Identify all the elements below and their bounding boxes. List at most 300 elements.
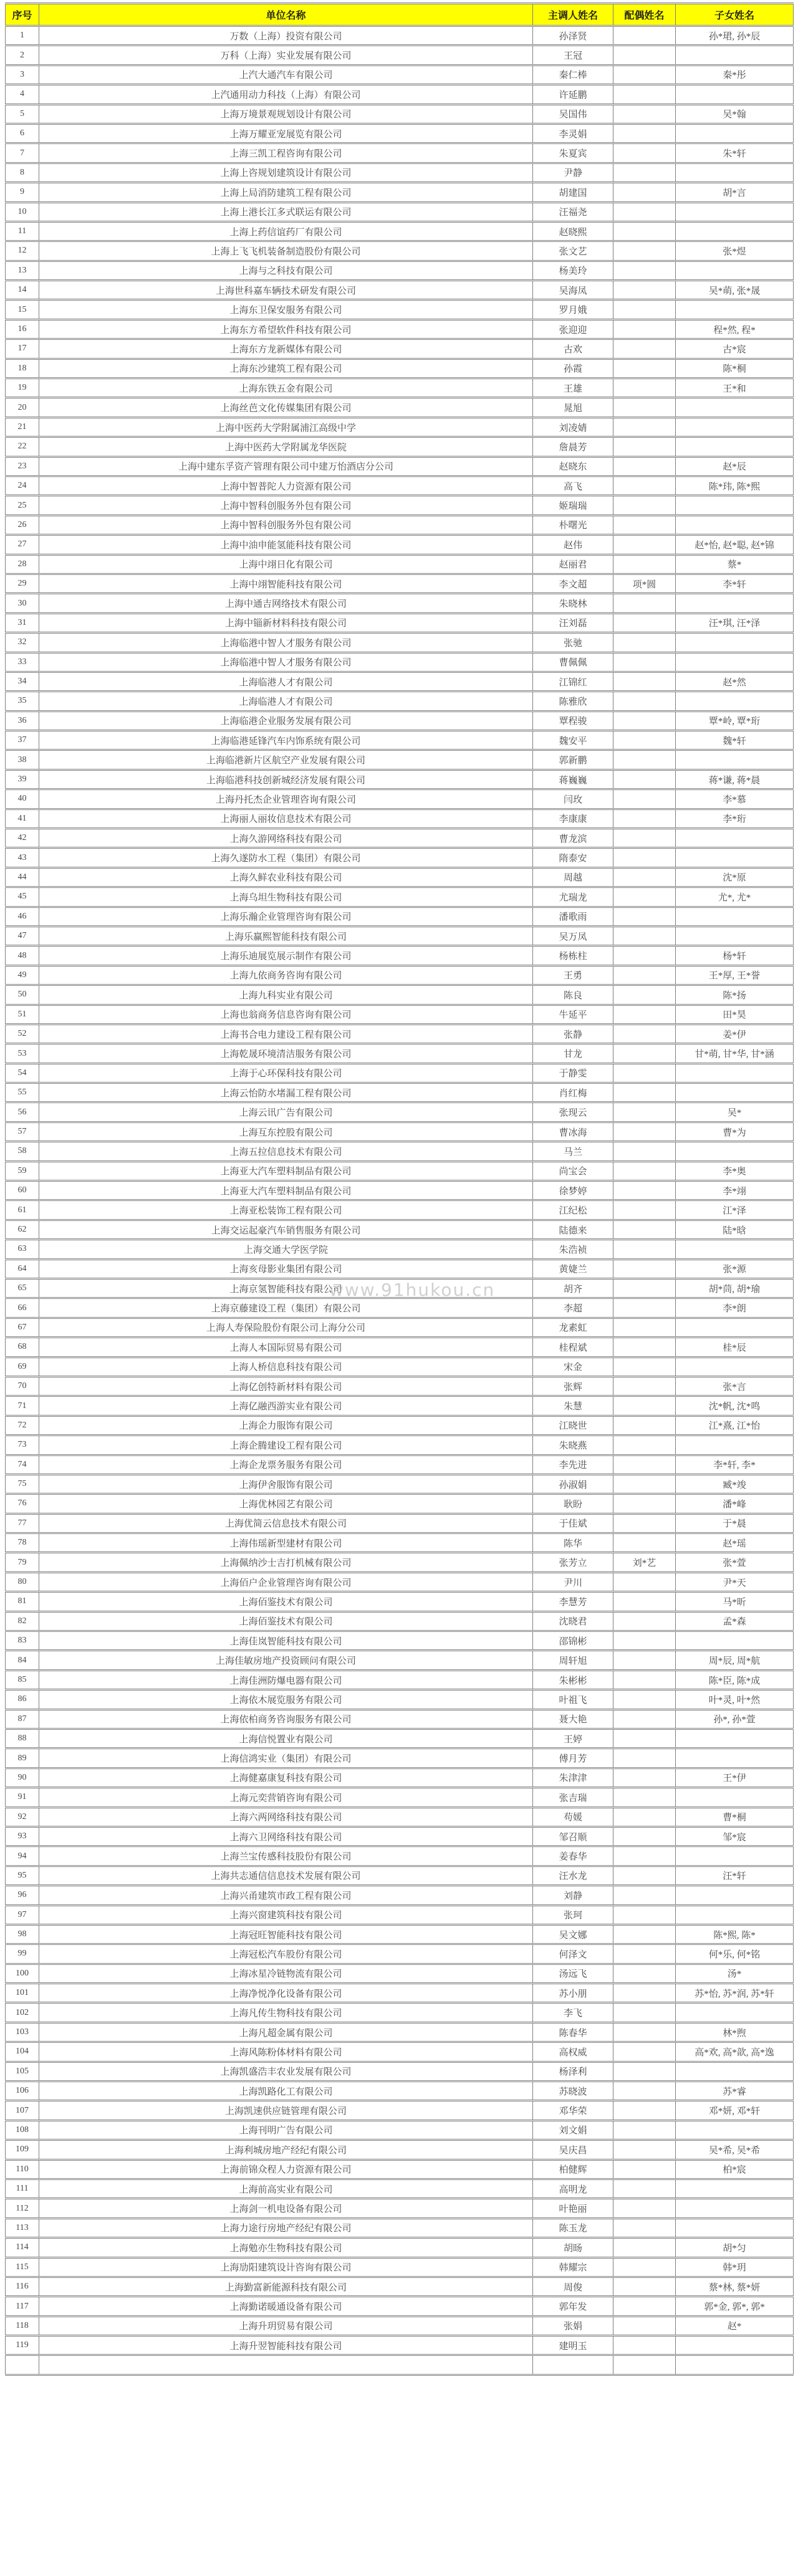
main-person-name: 何泽文: [533, 1944, 613, 1964]
children-names: 陈*玮, 陈*熙: [676, 476, 794, 495]
main-person-name: 杨美玲: [533, 261, 613, 280]
company-name: 上海上港长江多式联运有限公司: [39, 202, 533, 221]
children-names: [676, 1749, 794, 1768]
table-row: [6, 261, 794, 280]
company-name: 上海佳岚智能科技有限公司: [39, 1631, 533, 1651]
children-names: 吴*: [676, 1102, 794, 1122]
row-index: 9: [6, 183, 39, 202]
table-row: [6, 985, 794, 1005]
table-row: [6, 2257, 794, 2277]
main-person-name: 邵锦彬: [533, 1631, 613, 1651]
row-index: 4: [6, 85, 39, 104]
table-row: [6, 1592, 794, 1611]
spouse-name: [613, 1690, 676, 1709]
spouse-name: [613, 2101, 676, 2120]
row-index: 6: [6, 123, 39, 143]
spouse-name: [613, 2022, 676, 2042]
children-names: [676, 1631, 794, 1651]
main-person-name: 叶祖飞: [533, 1690, 613, 1709]
table-row: [6, 2159, 794, 2179]
company-name: 上海利城房地产经纪有限公司: [39, 2140, 533, 2159]
row-index: 73: [6, 1435, 39, 1455]
header-company-name: 单位名称: [39, 4, 533, 26]
table-row: [6, 1866, 794, 1885]
main-person-name: 赵晓东: [533, 456, 613, 476]
company-name: 上海临港人才有限公司: [39, 692, 533, 711]
table-row: [6, 633, 794, 652]
row-index: 50: [6, 985, 39, 1005]
main-person-name: 邹召顺: [533, 1826, 613, 1846]
main-person-name: 张现云: [533, 1102, 613, 1122]
spouse-name: [613, 221, 676, 241]
company-name: 上海凯路化工有限公司: [39, 2082, 533, 2101]
children-names: 赵*瑶: [676, 1533, 794, 1553]
main-person-name: 晁旭: [533, 398, 613, 417]
table-row: [6, 1964, 794, 1983]
row-index: 97: [6, 1905, 39, 1924]
children-names: 吴*希, 吴*希: [676, 2140, 794, 2159]
children-names: 桂*辰: [676, 1338, 794, 1357]
table-row: [6, 1102, 794, 1122]
children-names: 吴*萌, 张*晟: [676, 281, 794, 300]
table-row: [6, 104, 794, 123]
main-person-name: 张辉: [533, 1376, 613, 1396]
spouse-name: [613, 1788, 676, 1807]
children-names: 胡*茼, 胡*瑜: [676, 1279, 794, 1298]
company-name: 万数（上海）投资有限公司: [39, 26, 533, 46]
main-person-name: 于静雯: [533, 1063, 613, 1083]
children-names: 胡*匀: [676, 2238, 794, 2257]
spouse-name: [613, 1298, 676, 1318]
row-index: 46: [6, 907, 39, 926]
main-person-name: 孙霞: [533, 359, 613, 378]
table-row: [6, 26, 794, 46]
spouse-name: [613, 848, 676, 867]
table-row: [6, 496, 794, 515]
table-row: [6, 241, 794, 261]
children-names: 赵*辰: [676, 456, 794, 476]
row-index: 108: [6, 2120, 39, 2139]
row-index: 17: [6, 339, 39, 359]
spouse-name: [613, 1142, 676, 1161]
children-names: 于*晨: [676, 1513, 794, 1533]
main-person-name: 陈雅欣: [533, 692, 613, 711]
children-names: 苏*怡, 苏*润, 苏*轩: [676, 1984, 794, 2003]
company-name: 上海临港中智人才服务有限公司: [39, 633, 533, 652]
row-index: 106: [6, 2082, 39, 2101]
spouse-name: [613, 85, 676, 104]
company-name: 上海上药信谊药厂有限公司: [39, 221, 533, 241]
main-person-name: 杨栋柱: [533, 946, 613, 965]
main-person-name: 秦仁棒: [533, 65, 613, 84]
spouse-name: 项*圆: [613, 574, 676, 593]
table-row: [6, 1474, 794, 1493]
company-name: 上海中智科创服务外包有限公司: [39, 515, 533, 534]
children-names: 臧*竣: [676, 1474, 794, 1493]
row-index: 92: [6, 1807, 39, 1826]
row-index: 105: [6, 2062, 39, 2081]
company-name: [39, 2355, 533, 2375]
children-names: 邓*妍, 邓*轩: [676, 2101, 794, 2120]
company-name: 上海佩纳沙士吉打机械有限公司: [39, 1553, 533, 1572]
row-index: 89: [6, 1749, 39, 1768]
spouse-name: [613, 750, 676, 769]
company-name: 上海冠松汽车股份有限公司: [39, 1944, 533, 1964]
table-row: [6, 1142, 794, 1161]
table-row: [6, 1200, 794, 1220]
children-names: 姜*伊: [676, 1024, 794, 1043]
spouse-name: [613, 281, 676, 300]
main-person-name: 柏健辉: [533, 2159, 613, 2179]
spouse-name: [613, 1083, 676, 1102]
row-index: 66: [6, 1298, 39, 1318]
main-person-name: 胡旸: [533, 2238, 613, 2257]
company-name: 上海剑一机电设备有限公司: [39, 2199, 533, 2218]
row-index: 110: [6, 2159, 39, 2179]
main-person-name: 朴曙光: [533, 515, 613, 534]
row-index: 114: [6, 2238, 39, 2257]
row-index: 3: [6, 65, 39, 84]
row-index: 86: [6, 1690, 39, 1709]
table-row: [6, 1240, 794, 1259]
company-name: 上海元奕营销咨询有限公司: [39, 1788, 533, 1807]
spouse-name: [613, 613, 676, 632]
row-index: 24: [6, 476, 39, 495]
children-names: 尹*天: [676, 1572, 794, 1591]
spouse-name: [613, 65, 676, 84]
spouse-name: [613, 1161, 676, 1180]
company-name: 上海企力服饰有限公司: [39, 1416, 533, 1435]
row-index: 59: [6, 1161, 39, 1180]
main-person-name: 尹川: [533, 1572, 613, 1591]
company-name: 上海云讯广告有限公司: [39, 1102, 533, 1122]
spouse-name: [613, 672, 676, 691]
children-names: 张*萱: [676, 1553, 794, 1572]
table-row: [6, 1416, 794, 1435]
company-name: 上海上咨规划建筑设计有限公司: [39, 163, 533, 182]
row-index: 71: [6, 1396, 39, 1416]
main-person-name: 周越: [533, 867, 613, 887]
table-row: [6, 85, 794, 104]
children-names: [676, 848, 794, 867]
table-row: [6, 1298, 794, 1318]
company-name: 上海上飞飞机装备制造股份有限公司: [39, 241, 533, 261]
row-index: 117: [6, 2297, 39, 2316]
row-index: 78: [6, 1533, 39, 1553]
table-row: [6, 1768, 794, 1787]
spouse-name: [613, 985, 676, 1005]
main-person-name: 吴文娜: [533, 1924, 613, 1944]
spouse-name: [613, 1259, 676, 1278]
company-name: 上海临港科技创新城经济发展有限公司: [39, 769, 533, 789]
company-name: 上海前锦众程人力资源有限公司: [39, 2159, 533, 2179]
table-row: [6, 907, 794, 926]
children-names: 王*伊: [676, 1768, 794, 1787]
children-names: [676, 46, 794, 65]
row-index: 87: [6, 1709, 39, 1729]
main-person-name: 李灵娟: [533, 123, 613, 143]
main-person-name: 叶艳丽: [533, 2199, 613, 2218]
children-names: 汪*轩: [676, 1866, 794, 1885]
spouse-name: [613, 1005, 676, 1024]
row-index: 7: [6, 143, 39, 163]
row-index: 19: [6, 379, 39, 398]
company-name: 上海于心环保科技有限公司: [39, 1063, 533, 1083]
main-person-name: 牛延平: [533, 1005, 613, 1024]
row-index: 63: [6, 1240, 39, 1259]
row-index: 32: [6, 633, 39, 652]
main-person-name: 赵丽君: [533, 554, 613, 574]
row-index: 60: [6, 1181, 39, 1200]
table-row: [6, 437, 794, 456]
spouse-name: [613, 183, 676, 202]
row-index: 58: [6, 1142, 39, 1161]
children-names: [676, 221, 794, 241]
table-row: [6, 750, 794, 769]
spouse-name: [613, 1572, 676, 1591]
row-index: 2: [6, 46, 39, 65]
table-row: [6, 1494, 794, 1513]
table-row: [6, 417, 794, 437]
row-index: 82: [6, 1611, 39, 1631]
company-name: 上海企腾建设工程有限公司: [39, 1435, 533, 1455]
table-row: [6, 143, 794, 163]
table-row: [6, 1338, 794, 1357]
children-names: 田*昊: [676, 1005, 794, 1024]
main-person-name: 江纪松: [533, 1200, 613, 1220]
spouse-name: [613, 965, 676, 985]
row-index: 116: [6, 2277, 39, 2296]
roster-table-sheet: [5, 2, 793, 2376]
header-row: [6, 4, 794, 26]
row-index: 21: [6, 417, 39, 437]
table-row: [6, 359, 794, 378]
children-names: [676, 1063, 794, 1083]
main-person-name: 刘静: [533, 1886, 613, 1905]
table-row: [6, 65, 794, 84]
row-index: 83: [6, 1631, 39, 1651]
main-person-name: 王冠: [533, 46, 613, 65]
row-index: 65: [6, 1279, 39, 1298]
company-name: 上海云怡防水堵漏工程有限公司: [39, 1083, 533, 1102]
main-person-name: 张芳立: [533, 1553, 613, 1572]
company-name: 上海九依商务咨询有限公司: [39, 965, 533, 985]
children-names: 陈*熙, 陈*: [676, 1924, 794, 1944]
company-name: 上海久游网络科技有限公司: [39, 829, 533, 848]
table-row: [6, 319, 794, 339]
table-body: [6, 26, 794, 2375]
table-row: [6, 1886, 794, 1905]
table-row: [6, 554, 794, 574]
table-row: [6, 515, 794, 534]
company-name: 上海乐瀚企业管理咨询有限公司: [39, 907, 533, 926]
company-name: 上海兰宝传感科技股份有限公司: [39, 1846, 533, 1866]
row-index: 42: [6, 829, 39, 848]
table-row: [6, 2218, 794, 2237]
children-names: 李*珩: [676, 809, 794, 828]
table-row: [6, 1455, 794, 1474]
company-name: 上海凡超金属有限公司: [39, 2022, 533, 2042]
children-names: [676, 300, 794, 319]
company-name: 上海五拉信息技术有限公司: [39, 1142, 533, 1161]
spouse-name: [613, 1905, 676, 1924]
table-row: [6, 887, 794, 907]
main-person-name: 闫玫: [533, 789, 613, 809]
children-names: 陈*扬: [676, 985, 794, 1005]
spouse-name: [613, 1455, 676, 1474]
header-serial-number: 序号: [6, 4, 39, 26]
main-person-name: 李文超: [533, 574, 613, 593]
children-names: 李*慕: [676, 789, 794, 809]
table-row: [6, 1122, 794, 1141]
spouse-name: [613, 2355, 676, 2375]
children-names: 潘*峰: [676, 1494, 794, 1513]
row-index: 39: [6, 769, 39, 789]
main-person-name: 桂程斌: [533, 1338, 613, 1357]
company-name: 上海凯速供应链管理有限公司: [39, 2101, 533, 2120]
children-names: 赵*怡, 赵*聪, 赵*锦: [676, 535, 794, 554]
company-name: 上海互东控股有限公司: [39, 1122, 533, 1141]
row-index: 23: [6, 456, 39, 476]
spouse-name: [613, 2120, 676, 2139]
table-row: [6, 1670, 794, 1689]
spouse-name: [613, 26, 676, 46]
row-index: 84: [6, 1651, 39, 1670]
children-names: [676, 1905, 794, 1924]
main-person-name: 蒋巍巍: [533, 769, 613, 789]
company-name: 上海信鸿实业（集团）有限公司: [39, 1749, 533, 1768]
spouse-name: [613, 1122, 676, 1141]
company-name: 上海兴甬建筑市政工程有限公司: [39, 1886, 533, 1905]
company-name: 上海中智普陀人力资源有限公司: [39, 476, 533, 495]
spouse-name: [613, 2257, 676, 2277]
main-person-name: 汪水龙: [533, 1866, 613, 1885]
children-names: 李*轩, 李*: [676, 1455, 794, 1474]
main-person-name: 汪福尧: [533, 202, 613, 221]
company-name: 上海临港人才有限公司: [39, 672, 533, 691]
spouse-name: [613, 1494, 676, 1513]
company-name: 上海凯盛浩丰农业发展有限公司: [39, 2062, 533, 2081]
spouse-name: [613, 123, 676, 143]
company-name: 上海勉亦生物科技有限公司: [39, 2238, 533, 2257]
main-person-name: 江晓世: [533, 1416, 613, 1435]
spouse-name: [613, 1102, 676, 1122]
children-names: 邹*宸: [676, 1826, 794, 1846]
main-person-name: 吴庆昌: [533, 2140, 613, 2159]
spouse-name: [613, 1768, 676, 1787]
row-index: 34: [6, 672, 39, 691]
company-name: 上海东沙建筑工程有限公司: [39, 359, 533, 378]
children-names: 马*昕: [676, 1592, 794, 1611]
spouse-name: [613, 633, 676, 652]
children-names: 李*奥: [676, 1161, 794, 1180]
children-names: 高*欢, 高*歆, 高*逸: [676, 2042, 794, 2062]
main-person-name: 苏小朋: [533, 1984, 613, 2003]
row-index: 96: [6, 1886, 39, 1905]
company-name: 上海乐赢熙智能科技有限公司: [39, 926, 533, 945]
company-name: 上海京氢智能科技有限公司: [39, 1279, 533, 1298]
spouse-name: [613, 1220, 676, 1239]
spouse-name: [613, 2238, 676, 2257]
row-index: 41: [6, 809, 39, 828]
main-person-name: 马兰: [533, 1142, 613, 1161]
spouse-name: [613, 769, 676, 789]
children-names: [676, 829, 794, 848]
main-person-name: 李飞: [533, 2003, 613, 2022]
spouse-name: [613, 398, 676, 417]
main-person-name: 曹冰海: [533, 1122, 613, 1141]
table-row: [6, 2062, 794, 2081]
company-name: 上海力途行房地产经纪有限公司: [39, 2218, 533, 2237]
main-person-name: 吴国伟: [533, 104, 613, 123]
main-person-name: 魏安平: [533, 731, 613, 750]
company-name: 上海兴窗建筑科技有限公司: [39, 1905, 533, 1924]
spouse-name: [613, 300, 676, 319]
company-name: 上汽通用动力科技（上海）有限公司: [39, 85, 533, 104]
row-index: 35: [6, 692, 39, 711]
main-person-name: 傅月芳: [533, 1749, 613, 1768]
table-row: [6, 1611, 794, 1631]
main-person-name: 潘歌雨: [533, 907, 613, 926]
row-index: 98: [6, 1924, 39, 1944]
table-row: [6, 1279, 794, 1298]
spouse-name: [613, 692, 676, 711]
main-person-name: 高明龙: [533, 2179, 613, 2198]
spouse-name: [613, 1670, 676, 1689]
row-index: 52: [6, 1024, 39, 1043]
main-person-name: 张吉瑞: [533, 1788, 613, 1807]
company-name: 上海六卫网络科技有限公司: [39, 1826, 533, 1846]
children-names: [676, 2120, 794, 2139]
children-names: 陆*晗: [676, 1220, 794, 1239]
company-name: 上海风陈粉体材料有限公司: [39, 2042, 533, 2062]
main-person-name: 许延鹏: [533, 85, 613, 104]
row-index: 111: [6, 2179, 39, 2198]
row-index: 43: [6, 848, 39, 867]
main-person-name: 高飞: [533, 476, 613, 495]
table-row: [6, 809, 794, 828]
table-row: [6, 789, 794, 809]
main-person-name: [533, 2355, 613, 2375]
company-name: 上海也翁商务信息咨询有限公司: [39, 1005, 533, 1024]
table-row: [6, 398, 794, 417]
row-index: 44: [6, 867, 39, 887]
header-children-names: 子女姓名: [676, 4, 794, 26]
row-index: 33: [6, 652, 39, 672]
row-index: 28: [6, 554, 39, 574]
children-names: [676, 2336, 794, 2355]
spouse-name: [613, 1709, 676, 1729]
table-row: [6, 2022, 794, 2042]
spouse-name: [613, 887, 676, 907]
table-row: [6, 829, 794, 848]
company-name: 上海临港延锋汽车内饰系统有限公司: [39, 731, 533, 750]
spouse-name: [613, 1984, 676, 2003]
spouse-name: [613, 652, 676, 672]
children-names: [676, 692, 794, 711]
table-row: [6, 1651, 794, 1670]
company-name: 上海优简云信息技术有限公司: [39, 1513, 533, 1533]
table-row: [6, 2082, 794, 2101]
row-index: [6, 2355, 39, 2375]
main-person-name: 覃程骏: [533, 711, 613, 730]
row-index: 51: [6, 1005, 39, 1024]
company-name: 上海中建东孚资产管理有限公司中建万怡酒店分公司: [39, 456, 533, 476]
spouse-name: [613, 2062, 676, 2081]
row-index: 53: [6, 1044, 39, 1063]
row-index: 55: [6, 1083, 39, 1102]
main-person-name: 韩耀宗: [533, 2257, 613, 2277]
